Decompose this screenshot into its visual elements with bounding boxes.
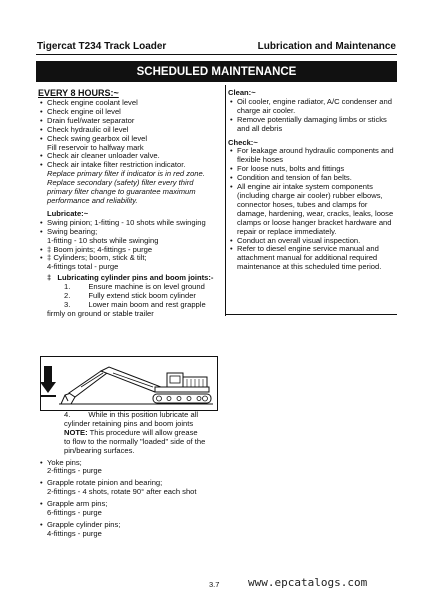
step-text: Lower main boom and rest grapple — [88, 299, 206, 309]
double-dagger-mark: ‡ — [47, 273, 52, 283]
list-item: • Drain fuel/water separator — [38, 117, 223, 126]
cylinder-lubrication-heading-text: Lubricating cylinder pins and boom joints:- — [57, 273, 214, 283]
down-arrow-icon — [41, 366, 56, 397]
list-item-detail: 4-fittings total - purge — [47, 262, 119, 272]
italic-note: Replace primary filter if indicator is in red zone. — [47, 169, 205, 179]
step-number: 1. — [64, 282, 71, 292]
watermark-url: www.epcatalogs.com — [248, 576, 368, 589]
check-heading: Check:~ — [228, 137, 258, 147]
list-item-continued: and all debris — [237, 123, 283, 133]
note-line: pin/bearing surfaces. — [64, 445, 135, 455]
lubricate-heading: Lubricate:~ — [47, 208, 89, 218]
list-item: • Condition and tension of fan belts. — [228, 174, 398, 183]
list-item-continued: clamps or loose hanger bracket hardware and — [237, 217, 392, 227]
list-item: • For loose nuts, bolts and fittings — [228, 165, 398, 174]
list-item-detail: 2-fittings - 4 shots, rotate 90° after each shot — [47, 487, 197, 497]
right-column — [228, 89, 398, 272]
right-column-bottom-rule — [225, 314, 397, 315]
step-text: Ensure machine is on level ground — [88, 282, 205, 292]
left-column-continued — [38, 411, 223, 539]
list-item: • Check engine coolant level — [38, 99, 223, 108]
list-item: • Conduct an overall visual inspection. — [228, 237, 398, 246]
list-item-continued: flexible hoses — [237, 155, 284, 165]
list-item: • All engine air intake system components — [228, 183, 398, 192]
list-item: • Remove potentially damaging limbs or sticks — [228, 116, 398, 125]
list-item-detail: 1-fitting - 10 shots while swinging — [47, 235, 159, 245]
list-item: • Swing bearing; — [38, 228, 223, 237]
list-item-continued: charge air cooler. — [237, 105, 296, 115]
step-number: 2. — [64, 291, 71, 301]
step-text: While in this position lubricate all — [88, 410, 199, 419]
list-item: • Yoke pins; — [38, 459, 223, 468]
list-item-continued: connector hoses, tubes and clamps for — [237, 199, 368, 209]
list-item: • Check air intake filter restriction indicator. — [38, 161, 223, 170]
list-item: • ‡ Boom joints; 4-fittings - purge — [38, 246, 223, 255]
list-item: • Check engine oil level — [38, 108, 223, 117]
step-text: Fully extend stick boom cylinder — [88, 291, 196, 301]
list-item-continued: maintenance at this scheduled time period. — [237, 262, 382, 272]
list-item: • Grapple cylinder pins; — [38, 521, 223, 530]
step-number: 4. — [64, 410, 71, 419]
list-item-continued: damage, hardening, wear, cracks, leaks, loose — [237, 208, 394, 218]
list-item-continued: (including charge air cooler) rubber elbows, — [237, 190, 383, 200]
left-column — [38, 88, 223, 319]
italic-note: Replace secondary (safety) filter every third — [47, 178, 194, 188]
step-number: 3. — [64, 299, 71, 309]
list-item-detail: 2-fittings - purge — [47, 466, 102, 476]
note-text: This procedure will allow grease — [87, 427, 198, 437]
clean-heading: Clean:~ — [228, 88, 256, 97]
list-item-continued: attachment manual for additional required — [237, 253, 378, 263]
scheduled-maintenance-banner: SCHEDULED MAINTENANCE — [36, 61, 397, 82]
step-3-continued: firmly on ground or stable trailer — [47, 308, 154, 318]
section-title: Lubrication and Maintenance — [257, 41, 396, 52]
list-item: • For leakage around hydraulic components and — [228, 147, 398, 156]
list-item-detail: 4-fittings - purge — [47, 528, 102, 538]
page-number: 3.7 — [209, 580, 220, 589]
list-item: • Check swing gearbox oil level — [38, 135, 223, 144]
list-item-continued: repair or replace immediately. — [237, 226, 337, 236]
note-line: to flow to the normally "loaded" side of the — [64, 436, 206, 446]
step-4-continued: cylinder retaining pins and boom joints — [64, 418, 194, 428]
list-item: • Refer to diesel engine service manual and — [228, 245, 398, 254]
list-item: • Grapple rotate pinion and bearing; — [38, 479, 223, 488]
list-item: • Grapple arm pins; — [38, 500, 223, 509]
column-divider — [225, 85, 226, 316]
track-loader-illustration — [41, 357, 217, 410]
fill-note: Fill reservoir to halfway mark — [47, 142, 144, 152]
list-item: • Swing pinion; 1-fitting - 10 shots while swinging — [38, 219, 223, 228]
note-label: NOTE: — [64, 427, 88, 437]
italic-note: primary filter change to guarantee maximum — [47, 187, 196, 197]
list-item-detail: 6-fittings - purge — [47, 508, 102, 518]
list-item: • Check hydraulic oil level — [38, 126, 223, 135]
list-item: • ‡ Cylinders; boom, stick & tilt; — [38, 254, 223, 263]
every-8-hours-heading: EVERY 8 HOURS:~ — [38, 88, 119, 98]
document-title: Tigercat T234 Track Loader — [37, 41, 167, 52]
italic-note: performance and reliability. — [47, 195, 138, 205]
loader-illustration-frame — [40, 356, 218, 411]
list-item: • Oil cooler, engine radiator, A/C condenser and — [228, 98, 398, 107]
list-item: • Check air cleaner unloader valve. — [38, 152, 223, 161]
header-rule — [36, 54, 397, 55]
